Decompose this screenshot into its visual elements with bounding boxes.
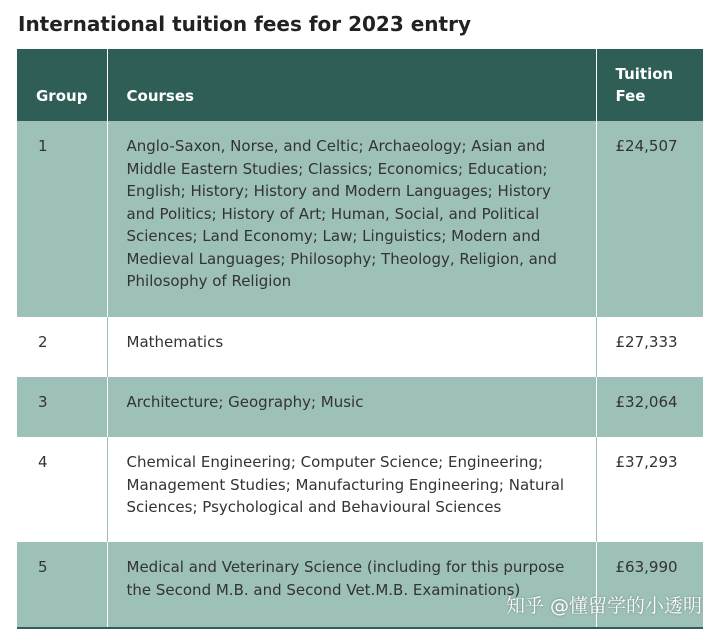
watermark: 知乎 @懂留学的小透明 [505, 595, 702, 617]
courses-cell: Architecture; Geography; Music [107, 377, 596, 437]
group-cell: 2 [17, 317, 107, 377]
column-header-courses: Courses [107, 49, 596, 121]
table-row [17, 377, 703, 437]
group-cell: 1 [17, 121, 107, 317]
table-row [17, 437, 703, 542]
fee-cell: £24,507 [596, 121, 703, 317]
table-bottom-border [17, 627, 703, 629]
table-header-row [17, 49, 703, 121]
courses-cell: Mathematics [107, 317, 596, 377]
tuition-fees-table [17, 49, 703, 627]
page-title: International tuition fees for 2023 entry [18, 12, 471, 36]
group-cell: 3 [17, 377, 107, 437]
table-row [17, 121, 703, 317]
group-cell: 5 [17, 542, 107, 627]
fee-cell: £32,064 [596, 377, 703, 437]
fee-cell: £63,990 [596, 542, 703, 627]
courses-cell: Anglo-Saxon, Norse, and Celtic; Archaeology; Asian and Middle Eastern Studies; Classics; Economics; Education; English; History; History and Modern Languages; History and Politics; History of Art; Human, Social, and Political Sciences; Land Economy; Law; Linguistics; Modern and Medieval Languages; Philosophy; Theology, Religion, and Philosophy of Religion [107, 121, 596, 317]
column-header-group: Group [17, 49, 107, 121]
fee-cell: £27,333 [596, 317, 703, 377]
fee-cell: £37,293 [596, 437, 703, 542]
courses-cell: Medical and Veterinary Science (including for this purpose the Second M.B. and Second Vet.M.B. Examinations) [107, 542, 596, 627]
courses-cell: Chemical Engineering; Computer Science; Engineering; Management Studies; Manufacturing Engineering; Natural Sciences; Psychological and Behavioural Sciences [107, 437, 596, 542]
group-cell: 4 [17, 437, 107, 542]
table-row [17, 317, 703, 377]
column-header-tuition-fee: Tuition Fee [596, 49, 703, 121]
